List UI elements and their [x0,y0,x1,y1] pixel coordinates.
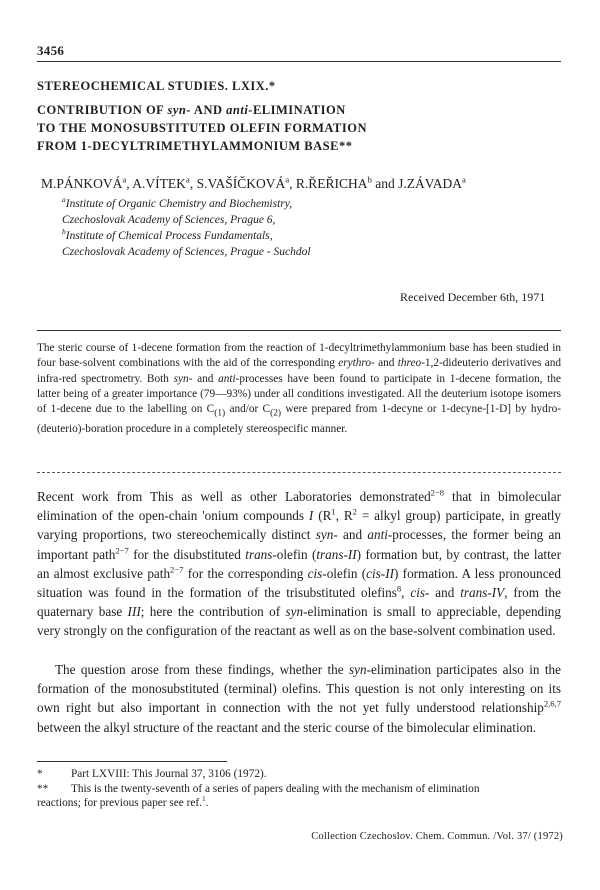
title-line-2: CONTRIBUTION OF syn- AND anti-ELIMINATION [37,103,346,117]
footnote-2: ** This is the twenty-seventh of a series of papers dealing with the mechanism of elimination reactions; for previous paper see ref.$^1$. [37,783,480,809]
title-line-1: STEREOCHEMICAL STUDIES. LXIX.* [37,79,276,93]
footnote-1: * Part LXVIII: This Journal 37, 3106 (1972). [37,768,267,780]
abstract-bottom-rule [37,472,561,473]
affiliation-a-line-2: Czechoslovak Academy of Sciences, Prague 6, [62,214,276,226]
affiliation-b-line-1: $^b$Institute of Chemical Process Fundamentals, [62,227,273,242]
title-syn: syn- [167,103,191,117]
journal-citation: Collection Czechoslov. Chem. Commun. /Vol. 37/ (1972) [311,831,563,842]
abstract-top-rule [37,330,561,331]
author-list: M.PÁNKOVÁ$^a$, A.VÍTEK$^a$, S.VAŠÍČKOVÁ$^a$, R.ŘEŘICHA$^b$ and J.ZÁVADA$^a$ [41,174,466,191]
abstract: The steric course of 1-decene formation from the reaction of 1-decyltrimethylammonium base has been studied in four base-solvent combinations with the aid of the corresponding erythro- and threo-1,2-dideuterio derivatives and infra-red spectrometry. Both syn- and anti-processes have been found to participate in 1-decene formation, the latter being of a greater importance (79—93%) under all conditions investigated. All the deuterium isotope isomers of 1-decene due to the labelling on $C_{(1)}$ and/or $C_{(2)}$ were prepared from 1-decyne or 1-decyne-[1-D] by hydro-(deuterio)-boration procedure in a completely stereospecific manner. [37,342,561,435]
body-paragraph-1: Recent work from This as well as other Laboratories demonstrated$^{2-8}$ that in bimolecular elimination of the open-chain 'onium compounds I ($R^1$, $R^2$ = alkyl group) participate, in greatly varying proportions, two stereochemically distinct syn- and anti-processes, the former being an important path$^{2-7}$ for the disubstituted trans-olefin (trans-II) formation but, by contrast, the latter an almost exclusive path$^{2-7}$ for the corresponding cis-olefin (cis-II) formation. A less pronounced situation was found in the formation of the trisubstituted olefins$^8$, cis- and trans-IV, from the quaternary base III; here the contribution of syn-elimination is small to appreciable, depending very strongly on the configuration of the reactant as well as on the base-solvent combination used. [37,487,562,639]
header-rule [37,61,561,62]
footnote-rule [37,761,227,762]
body-paragraph-2: The question arose from these findings, whether the syn-elimination participates also in the formation of the monosubstituted (terminal) olefins. This question is not only interesting on its own right but also important in connection with the not yet fully understood relationship$^{2,6,7}$ between the alkyl structure of the reactant and the steric course of the bimolecular elimination. [37,662,561,735]
affiliation-a-line-1: $^a$Institute of Organic Chemistry and Biochemistry, [62,195,293,210]
title-line-4: FROM 1-DECYLTRIMETHYLAMMONIUM BASE** [37,139,353,153]
title-line-3: TO THE MONOSUBSTITUTED OLEFIN FORMATION [37,121,367,135]
received-date: Received December 6th, 1971 [400,290,546,304]
affiliation-b-line-2: Czechoslovak Academy of Sciences, Prague - Suchdol [62,246,311,258]
title-anti: anti- [226,103,253,117]
page-number: 3456 [37,43,65,58]
